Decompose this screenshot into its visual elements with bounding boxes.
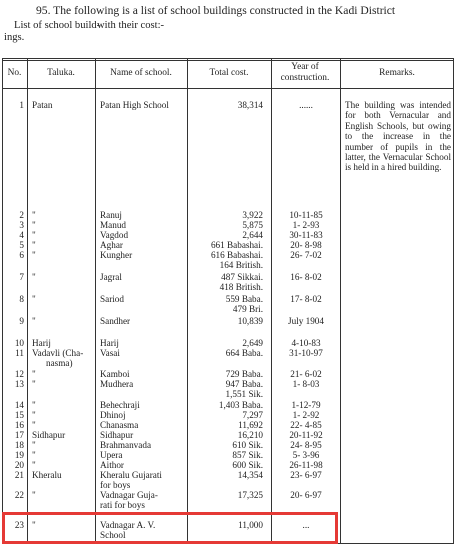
row-18-taluka: " — [32, 440, 36, 450]
row-8-cost: 559 Baba. — [225, 294, 263, 304]
row-10-school: Harij — [100, 338, 119, 348]
row-9-taluka: " — [32, 316, 36, 326]
row-1-cost: 38,314 — [237, 100, 263, 110]
row-9-year: July 1904 — [288, 316, 324, 326]
row-3-taluka: " — [32, 220, 36, 230]
col-line-6 — [453, 58, 454, 544]
row-11-taluka-line2: nasma) — [46, 358, 73, 368]
row-12-school: Kamboi — [100, 369, 130, 379]
row-17-no: 17 — [14, 430, 24, 440]
header-cost: Total cost. — [209, 68, 249, 78]
row-17-cost: 16,210 — [237, 430, 263, 440]
row-19-taluka: " — [32, 450, 36, 460]
table-top-rule-2 — [2, 60, 454, 61]
row-9-cost: 10,839 — [237, 316, 263, 326]
row-16-cost: 11,692 — [238, 420, 263, 430]
row-6-year: 26- 7-02 — [290, 250, 322, 260]
row-22-school: Vadnagar Guja- — [100, 490, 158, 500]
section-heading: 95. The following is a list of school buildings constructed in the Kadi District — [36, 4, 396, 17]
row-11-no: 11 — [15, 348, 24, 358]
row-14-no: 14 — [14, 400, 24, 410]
row-21-school-line2: for boys — [100, 480, 131, 490]
row-14-cost: 1,403 Baba. — [218, 400, 263, 410]
header-remarks: Remarks. — [379, 68, 415, 78]
row-13-year: 1- 8-03 — [292, 379, 320, 389]
row-18-cost: 610 Sik. — [232, 440, 263, 450]
row-20-school: Aithor — [100, 460, 124, 470]
row-15-taluka: " — [32, 410, 36, 420]
header-school: Name of school. — [110, 68, 172, 78]
row-4-taluka: " — [32, 230, 36, 240]
row-13-school: Mudhera — [100, 379, 134, 389]
row-8-taluka: " — [32, 294, 36, 304]
row-6-cost-line2: 164 British. — [219, 260, 263, 270]
row-6-school: Kungher — [100, 250, 133, 260]
row-16-year: 22- 4-85 — [290, 420, 322, 430]
header-bottom-rule — [2, 88, 454, 89]
table-caption: List of school build- — [14, 20, 101, 31]
school-buildings-table — [2, 58, 454, 544]
highlight-box — [2, 512, 338, 544]
row-7-year: 16- 8-02 — [290, 272, 322, 282]
row-6-cost: 616 Babashai. — [210, 250, 263, 260]
row-8-cost-line2: 479 Bri. — [232, 304, 263, 314]
row-14-taluka: " — [32, 400, 36, 410]
row-16-no: 16 — [14, 420, 24, 430]
row-8-year: 17- 8-02 — [290, 294, 322, 304]
row-23-taluka: " — [32, 520, 36, 530]
col-line-2 — [95, 58, 96, 544]
row-3-no: 3 — [19, 220, 24, 230]
col-line-4 — [271, 58, 272, 544]
row-20-no: 20 — [14, 460, 24, 470]
row-19-cost: 857 Sik. — [232, 450, 263, 460]
row-20-taluka: " — [32, 460, 36, 470]
row-12-year: 21- 6-02 — [290, 369, 322, 379]
row-1-no: 1 — [19, 100, 24, 110]
table-caption-cont: with their cost:- — [97, 20, 165, 31]
row-10-taluka: Harij — [32, 338, 51, 348]
row-22-year: 20- 6-97 — [290, 490, 322, 500]
row-2-taluka: " — [32, 210, 36, 220]
row-7-no: 7 — [19, 272, 24, 282]
row-6-taluka: " — [32, 250, 36, 260]
row-9-school: Sandher — [100, 316, 131, 326]
row-18-no: 18 — [14, 440, 24, 450]
row-7-school: Jagral — [100, 272, 122, 282]
row-7-cost: 487 Sikkai. — [221, 272, 263, 282]
row-11-year: 31-10-97 — [289, 348, 323, 358]
row-19-year: 5- 3-96 — [292, 450, 320, 460]
row-16-taluka: " — [32, 420, 36, 430]
row-5-no: 5 — [19, 240, 24, 250]
row-10-cost: 2,649 — [242, 338, 263, 348]
row-19-school: Upera — [100, 450, 123, 460]
row-16-school: Chanasma — [100, 420, 139, 430]
row-4-no: 4 — [19, 230, 24, 240]
row-22-taluka: " — [32, 490, 36, 500]
row-21-school: Kheralu Gujarati — [100, 470, 162, 480]
row-8-no: 8 — [19, 294, 24, 304]
row-18-year: 24- 8-95 — [290, 440, 322, 450]
row-7-cost-line2: 418 British. — [219, 282, 263, 292]
row-11-cost: 664 Baba. — [225, 348, 263, 358]
row-23-school-line2: School — [100, 530, 126, 540]
row-15-school: Dhinoj — [100, 410, 126, 420]
row-13-no: 13 — [14, 379, 24, 389]
row-5-year: 20- 8-98 — [290, 240, 322, 250]
row-14-school: Behechraji — [100, 400, 140, 410]
col-line-3 — [187, 58, 188, 544]
table-top-rule — [2, 58, 454, 59]
row-2-no: 2 — [19, 210, 24, 220]
row-2-cost: 3,922 — [242, 210, 263, 220]
row-22-no: 22 — [14, 490, 24, 500]
row-7-taluka: " — [32, 272, 36, 282]
row-21-no: 21 — [14, 470, 24, 480]
col-line-1 — [27, 58, 28, 544]
row-21-year: 23- 6-97 — [290, 470, 322, 480]
row-12-no: 12 — [14, 369, 24, 379]
row-1-year: ...... — [299, 100, 313, 110]
table-caption-tail: ings. — [4, 32, 25, 43]
row-20-year: 26-11-98 — [289, 460, 323, 470]
row-1-taluka: Patan — [32, 100, 53, 110]
row-21-taluka: Kheralu — [32, 470, 62, 480]
header-taluka: Taluka. — [47, 68, 75, 78]
row-3-school: Manud — [100, 220, 127, 230]
row-4-year: 30-11-83 — [289, 230, 323, 240]
row-4-cost: 2,644 — [242, 230, 263, 240]
row-11-school: Vasai — [100, 348, 120, 358]
row-11-taluka: Vadavli (Cha- — [32, 348, 84, 358]
row-5-cost: 661 Babashai. — [210, 240, 263, 250]
row-1-school: Patan High School — [100, 100, 169, 110]
row-5-school: Aghar — [100, 240, 123, 250]
row-19-no: 19 — [14, 450, 24, 460]
row-2-school: Ranuj — [100, 210, 122, 220]
row-23-no: 23 — [14, 520, 24, 530]
row-23-cost: 11,000 — [238, 520, 263, 530]
row-3-year: 1- 2-93 — [292, 220, 320, 230]
row-14-year: 1-12-79 — [291, 400, 321, 410]
row-22-cost: 17,325 — [237, 490, 263, 500]
row-22-school-line2: rati for boys — [100, 500, 145, 510]
row-13-cost-line2: 1,551 Sik. — [225, 389, 263, 399]
row-10-no: 10 — [14, 338, 24, 348]
remarks-text: The building was intended for both Vernacular and English Schools, but owing to the increase in the number of pupils in the latter, the Vernacular School is held in a hired building. — [345, 100, 451, 173]
row-6-no: 6 — [19, 250, 24, 260]
row-3-cost: 5,875 — [242, 220, 263, 230]
row-12-cost: 729 Baba. — [225, 369, 263, 379]
row-17-school: Sidhapur — [100, 430, 134, 440]
row-12-taluka: " — [32, 369, 36, 379]
row-23-school: Vadnagar A. V. — [100, 520, 156, 530]
row-8-school: Sariod — [100, 294, 124, 304]
row-17-taluka: Sidhapur — [32, 430, 66, 440]
row-20-cost: 600 Sik. — [232, 460, 263, 470]
row-23-year: ... — [302, 520, 310, 530]
row-13-cost: 947 Baba. — [225, 379, 263, 389]
row-5-taluka: " — [32, 240, 36, 250]
row-15-no: 15 — [14, 410, 24, 420]
row-9-no: 9 — [19, 316, 24, 326]
row-10-year: 4-10-83 — [291, 338, 321, 348]
row-13-taluka: " — [32, 379, 36, 389]
header-no: No. — [7, 68, 22, 78]
row-21-cost: 14,354 — [237, 470, 263, 480]
col-line-5 — [340, 58, 341, 544]
row-2-year: 10-11-85 — [289, 210, 323, 220]
row-4-school: Vagdod — [100, 230, 129, 240]
row-18-school: Brahmanvada — [100, 440, 152, 450]
row-15-cost: 7,297 — [242, 410, 263, 420]
header-year: Year of construction. — [280, 62, 330, 83]
row-17-year: 20-11-92 — [289, 430, 323, 440]
row-15-year: 1- 2-92 — [292, 410, 320, 420]
